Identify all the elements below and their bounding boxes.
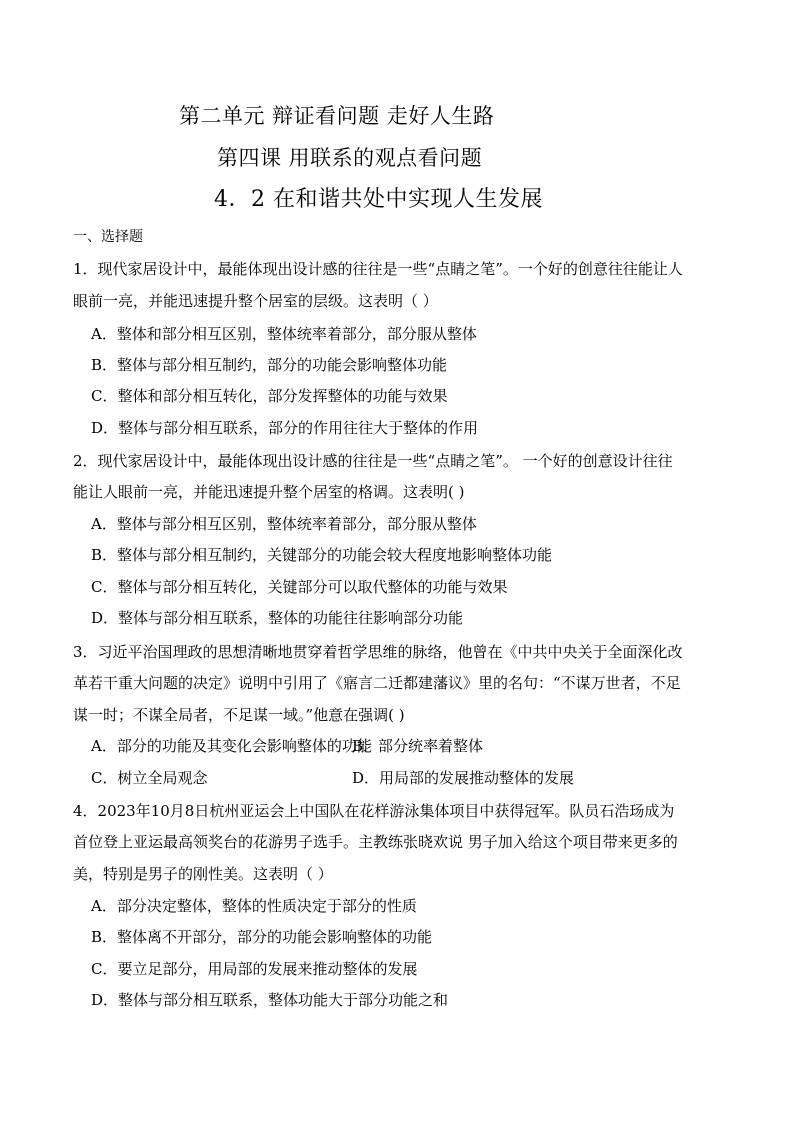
unit-title: 第二单元 辩证看问题 走好人生路 (179, 104, 495, 128)
question-3-stem-line-2: 革若干重大问题的决定》说明中引用了《寤言二迁都建藩议》里的名句：“不谋万世者，不足 (73, 674, 681, 692)
question-4-stem-line-3: 美，特别是男子的刚性美。这表明（ ） (73, 865, 333, 883)
question-2-stem-line-1: 2．现代家居设计中，最能体现出设计感的往往是一些“点睛之笔”。 一个好的创意设计往往 (73, 452, 673, 470)
question-3-stem-line-1: 3．习近平治国理政的思想清晰地贯穿着哲学思维的脉络，他曾在《中共中央关于全面深化改 (73, 643, 683, 661)
question-3-option-d: D．用局部的发展推动整体的发展 (352, 769, 575, 787)
question-4-stem-line-2: 首位登上亚运最高领奖台的花游男子选手。主教练张晓欢说 男子加入给这个项目带来更多的 (73, 833, 678, 851)
question-2-option-c: C．整体与部分相互转化，关键部分可以取代整体的功能与效果 (91, 578, 508, 596)
question-3-stem-line-3: 谋一时；不谋全局者，不足谋一域。”他意在强调( ) (73, 706, 405, 724)
question-1-option-c: C．整体和部分相互转化，部分发挥整体的功能与效果 (91, 387, 448, 405)
lesson-title: 第四课 用联系的观点看问题 (217, 146, 483, 170)
question-1-option-a: A．整体和部分相互区别，整体统率着部分，部分服从整体 (91, 325, 477, 343)
section-heading: 一、选择题 (73, 229, 143, 245)
question-4-option-a: A．部分决定整体，整体的性质决定于部分的性质 (91, 897, 417, 915)
question-1-stem-line-1: 1．现代家居设计中，最能体现出设计感的往往是一些“点睛之笔”。一个好的创意往往能让人 (73, 260, 683, 278)
question-2-stem-line-2: 能让人眼前一亮，并能迅速提升整个居室的格调。这表明( ) (73, 483, 465, 501)
section-title: 4．2 在和谐共处中实现人生发展 (214, 187, 543, 212)
question-4-stem-line-1: 4．2023年10月8日杭州亚运会上中国队在花样游泳集体项目中获得冠军。队员石浩玚成为 (73, 802, 675, 820)
question-3-option-b: B．部分统率着整体 (352, 737, 484, 755)
question-3-option-a: A．部分的功能及其变化会影响整体的功能 (91, 737, 372, 755)
question-2-option-a: A．整体与部分相互区别，整体统率着部分，部分服从整体 (91, 515, 477, 533)
question-1-option-b: B．整体与部分相互制约，部分的功能会影响整体功能 (91, 356, 448, 374)
question-4-option-d: D．整体与部分相互联系，整体功能大于部分功能之和 (91, 991, 449, 1009)
question-3-option-c: C．树立全局观念 (91, 769, 208, 787)
question-4-option-b: B．整体离不开部分，部分的功能会影响整体的功能 (91, 928, 433, 946)
question-1-option-d: D．整体与部分相互联系，部分的作用往往大于整体的作用 (91, 419, 479, 437)
question-2-option-d: D．整体与部分相互联系，整体的功能往往影响部分功能 (91, 609, 464, 627)
question-1-stem-line-2: 眼前一亮，并能迅速提升整个居室的层级。这表明（ ） (73, 292, 438, 310)
question-4-option-c: C．要立足部分，用局部的发展来推动整体的发展 (91, 960, 418, 978)
question-2-option-b: B．整体与部分相互制约，关键部分的功能会较大程度地影响整体功能 (91, 546, 553, 564)
